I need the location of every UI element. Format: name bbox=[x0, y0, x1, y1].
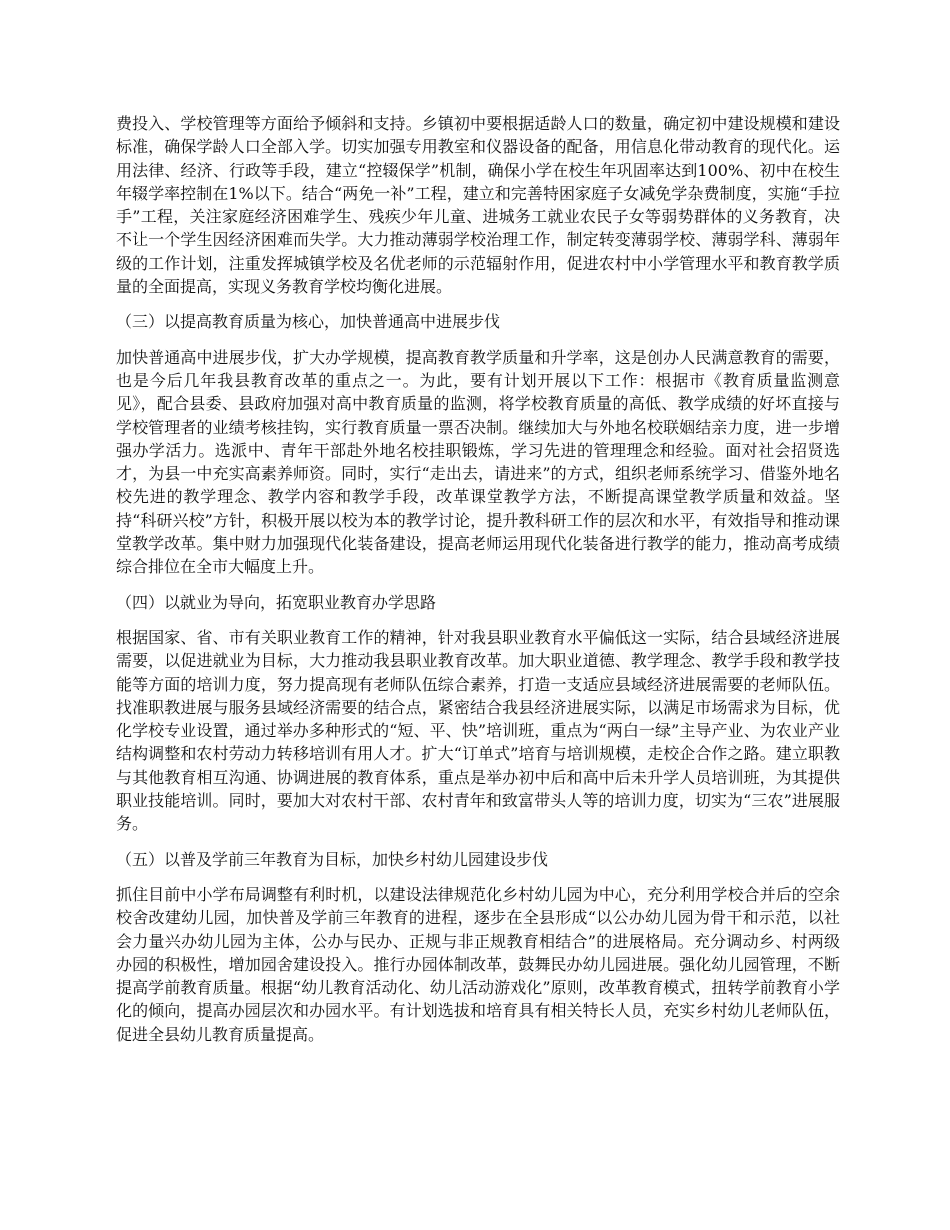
section-heading-4: （四）以就业为导向，拓宽职业教育办学思路 bbox=[116, 592, 437, 612]
section-heading-5: （五）以普及学前三年教育为目标，加快乡村幼儿园建设步伐 bbox=[116, 849, 549, 869]
paragraph-preschool-education: 抓住目前中小学布局调整有利时机，以建设法律规范化乡村幼儿园为中心，充分利用学校合并后的空余校舍改建幼儿园，加快普及学前三年教育的进程，逐步在全县形成“以公办幼儿园为骨干和示范，以社会力量兴办幼儿园为主体，公办与民办、正规与非正规教育相结合”的进展格局。充分调动乡、村两级办园的积极性，增加园舍建设投入。推行办园体制改革，鼓舞民办幼儿园进展。强化幼儿园管理，不断提高学前教育质量。根据“幼儿教育活动化、幼儿活动游戏化”原则，改革教育模式，扭转学前教育小学化的倾向，提高办园层次和办园水平。有计划选拔和培育具有相关特长人员，充实乡村幼儿老师队伍，促进全县幼儿教育质量提高。 bbox=[116, 884, 840, 1044]
section-heading-3: （三）以提高教育质量为核心，加快普通高中进展步伐 bbox=[116, 312, 501, 332]
document-page bbox=[116, 112, 840, 1058]
paragraph-compulsory-education: 费投入、学校管理等方面给予倾斜和支持。乡镇初中要根据适龄人口的数量，确定初中建设规模和建设标准，确保学龄人口全部入学。切实加强专用教室和仪器设备的配备，用信息化带动教育的现代化。运用法律、经济、行政等手段，建立“控辍保学”机制，确保小学在校生年巩固率达到100%、初中在校生年辍学率控制在1%以下。结合“两免一补”工程，建立和完善特困家庭子女减免学杂费制度，实施“手拉手”工程，关注家庭经济困难学生、残疾少年儿童、进城务工就业农民子女等弱势群体的义务教育，决不让一个学生因经济困难而失学。大力推动薄弱学校治理工作，制定转变薄弱学校、薄弱学科、薄弱年级的工作计划，注重发挥城镇学校及名优老师的示范辐射作用，促进农村中小学管理水平和教育教学质量的全面提高，实现义务教育学校均衡化进展。 bbox=[116, 114, 840, 297]
paragraph-vocational-education: 根据国家、省、市有关职业教育工作的精神，针对我县职业教育水平偏低这一实际，结合县域经济进展需要，以促进就业为目标，大力推动我县职业教育改革。加大职业道德、教学理念、教学手段和教学技能等方面的培训力度，努力提高现有老师队伍综合素养，打造一支适应县域经济进展需要的老师队伍。找准职教进展与服务县域经济需要的结合点，紧密结合我县经济进展实际，以满足市场需求为目标，优化学校专业设置，通过举办多种形式的“短、平、快”培训班，重点为“两白一绿”主导产业、为农业产业结构调整和农村劳动力转移培训有用人才。扩大“订单式”培育与培训规模，走校企合作之路。建立职教与其他教育相互沟通、协调进展的教育体系，重点是举办初中后和高中后未升学人员培训班，为其提供职业技能培训。同时，要加大对农村干部、农村青年和致富带头人等的培训力度，切实为“三农”进展服务。 bbox=[116, 627, 840, 834]
paragraph-high-school: 加快普通高中进展步伐，扩大办学规模，提高教育教学质量和升学率，这是创办人民满意教育的需要，也是今后几年我县教育改革的重点之一。为此，要有计划开展以下工作：根据市《教育质量监测意见》，配合县委、县政府加强对高中教育质量的监测，将学校教育质量的高低、教学成绩的好坏直接与学校管理者的业绩考核挂钩，实行教育质量一票否决制。继续加大与外地名校联姻结亲力度，进一步增强办学活力。选派中、青年干部赴外地名校挂职锻炼，学习先进的管理理念和经验。面对社会招贤选才，为县一中充实高素养师资。同时，实行“走出去，请进来”的方式，组织老师系统学习、借鉴外地名校先进的教学理念、教学内容和教学手段，改革课堂教学方法，不断提高课堂教学质量和效益。坚持“科研兴校”方针，积极开展以校为本的教学讨论，提升教科研工作的层次和水平，有效指导和推动课堂教学改革。集中财力加强现代化装备建设，提高老师运用现代化装备进行教学的能力，推动高考成绩综合排位在全市大幅度上升。 bbox=[116, 347, 840, 577]
